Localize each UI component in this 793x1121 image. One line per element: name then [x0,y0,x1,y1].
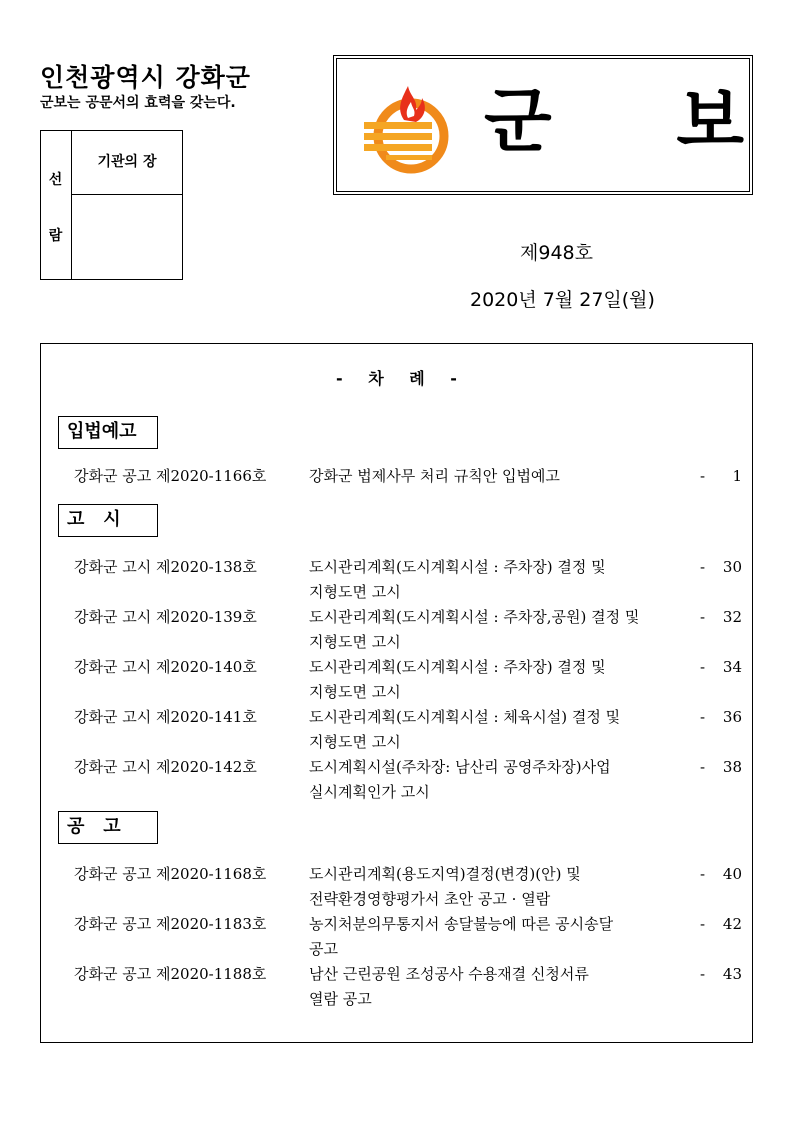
entry-title-line: 공고 [309,940,338,958]
entry-page: 34 [722,658,742,676]
entry-dash: - [700,708,706,726]
org-name: 인천광역시 강화군 [40,63,251,92]
entry-title-line: 지형도면 고시 [309,683,401,701]
entry-title [309,705,701,755]
issue-date: 2020년 7월 27일(월) [470,289,655,311]
entry-title-line: 열람 공고 [309,990,372,1008]
toc-title: - 차 례 - [336,369,457,388]
banner-title-char-1: 군 [484,80,552,162]
entry-title-line: 지형도면 고시 [309,633,401,651]
entry-page: 1 [732,467,742,485]
table-of-contents [40,343,753,1043]
entry-title-line: 도시계획시설(주차장: 남산리 공영주차장)사업 [309,758,611,776]
entry-dash: - [700,608,706,626]
circulation-side [41,131,72,279]
entry-title [309,464,701,489]
entry-title [309,605,701,655]
emblem-icon [356,78,456,178]
entry-dash: - [700,558,706,576]
entry-page: 32 [722,608,742,626]
entry-number: 강화군 고시 제2020-138호 [74,558,257,576]
entry-number: 강화군 공고 제2020-1168호 [74,865,267,883]
entry-title-line: 지형도면 고시 [309,733,401,751]
entry-number: 강화군 고시 제2020-142호 [74,758,257,776]
entry-title [309,962,701,1012]
section-heading: 공 고 [58,811,158,844]
banner-title [484,76,744,166]
entry-title-line: 도시관리계획(도시계획시설 : 주차장) 결정 및 [309,558,606,576]
circulation-char-2: 람 [48,228,63,244]
tagline: 군보는 공문서의 효력을 갖는다. [40,95,236,111]
entry-title [309,862,701,912]
circulation-head: 기관의 장 [72,131,182,195]
banner-title-char-2: 보 [676,80,744,162]
circulation-char-1: 선 [48,172,63,188]
entry-page: 42 [722,915,742,933]
entry-dash: - [700,965,706,983]
entry-title-line: 지형도면 고시 [309,583,401,601]
entry-number: 강화군 고시 제2020-141호 [74,708,257,726]
entry-dash: - [700,758,706,776]
banner [333,55,753,195]
circulation-box [40,130,183,280]
entry-title-line: 도시관리계획(도시계획시설 : 체육시설) 결정 및 [309,708,621,726]
entry-number: 강화군 공고 제2020-1183호 [74,915,267,933]
entry-number: 강화군 공고 제2020-1188호 [74,965,267,983]
entry-page: 43 [722,965,742,983]
issue-number: 제948호 [520,242,593,264]
section-heading: 고 시 [58,504,158,537]
entry-number: 강화군 공고 제2020-1166호 [74,467,267,485]
entry-title [309,555,701,605]
entry-title [309,755,701,805]
entry-dash: - [700,658,706,676]
entry-title [309,912,701,962]
entry-page: 38 [722,758,742,776]
entry-title-line: 도시관리계획(용도지역)결정(변경)(안) 및 [309,865,581,883]
entry-page: 40 [722,865,742,883]
entry-title-line: 실시계획인가 고시 [309,783,430,801]
entry-title-line: 도시관리계획(도시계획시설 : 주차장,공원) 결정 및 [309,608,640,626]
entry-title-line: 농지처분의무통지서 송달불능에 따른 공시송달 [309,915,614,933]
entry-title [309,655,701,705]
entry-dash: - [700,865,706,883]
entry-number: 강화군 고시 제2020-140호 [74,658,257,676]
section-heading: 입법예고 [58,416,158,449]
entry-dash: - [700,915,706,933]
entry-title-line: 도시관리계획(도시계획시설 : 주차장) 결정 및 [309,658,606,676]
entry-dash: - [700,467,706,485]
entry-title-line: 남산 근린공원 조성공사 수용재결 신청서류 [309,965,589,983]
entry-page: 30 [722,558,742,576]
entry-title-line: 전략환경영향평가서 초안 공고 · 열람 [309,890,551,908]
entry-page: 36 [722,708,742,726]
entry-title-line: 강화군 법제사무 처리 규칙안 입법예고 [309,467,560,485]
entry-number: 강화군 고시 제2020-139호 [74,608,257,626]
